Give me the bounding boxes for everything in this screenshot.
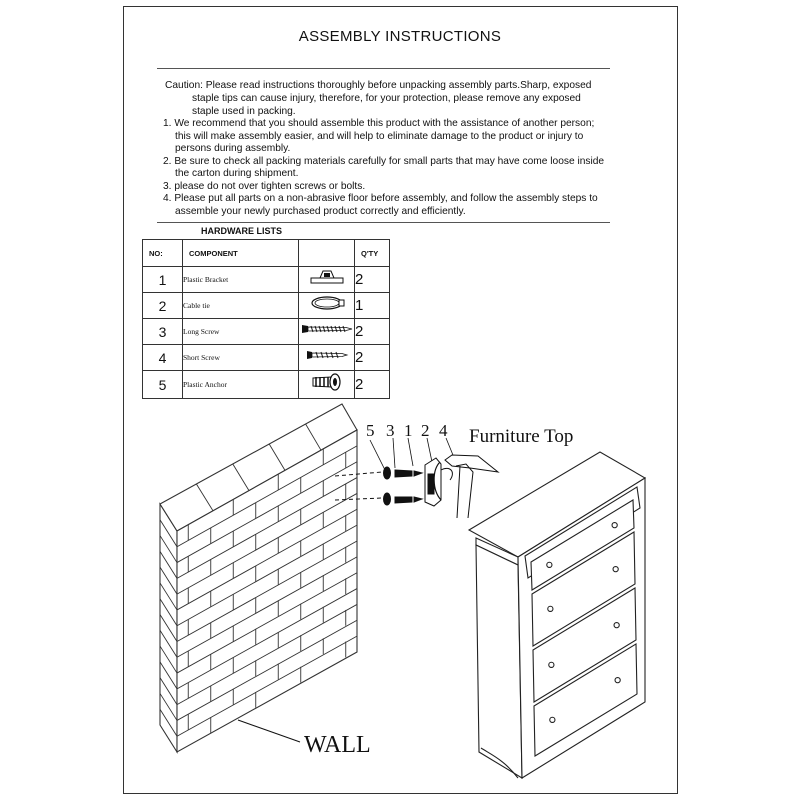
step-line: 3. please do not over tighten screws or bolts. [163,181,366,192]
component-name: Plastic Bracket [183,267,299,293]
step-line: 2. Be sure to check all packing materials carefully for small parts that may have come loose inside [163,156,605,167]
part-number: 5 [366,421,375,440]
wall-label: WALL [304,732,371,758]
quantity: 2 [355,345,390,371]
hardware-list-title: HARDWARE LISTS [201,226,282,236]
quantity: 1 [355,293,390,319]
page-title: ASSEMBLY INSTRUCTIONS [298,28,502,45]
component-name: Long Screw [183,319,299,345]
row-number: 4 [143,345,183,371]
header-qty: Q'TY [355,240,390,267]
step-line: assemble your newly purchased product correctly and efficiently. [175,206,466,217]
step-line: 1. We recommend that you should assemble this product with the assistance of another person; [163,118,595,129]
row-number: 5 [143,371,183,399]
part-number: 2 [421,421,430,440]
row-number: 1 [143,267,183,293]
wall-leader-line [238,720,300,742]
header-no: NO: [143,240,183,267]
caution-line: staple tips can cause injury, therefore, for your protection, please remove any exposed [192,93,581,104]
component-name: Plastic Anchor [183,371,299,399]
brick-wall [160,404,357,752]
component-name: Short Screw [183,345,299,371]
step-line: 4. Please put all parts on a non-abrasive floor before assembly, and follow the assembly steps to [163,193,598,204]
step-line: persons during assembly. [175,143,291,154]
header-component: COMPONENT [183,240,299,267]
furniture-top-label: Furniture Top [469,426,574,447]
quantity: 2 [355,319,390,345]
part-number-labels [366,421,448,440]
caution-line: Caution: Please read instructions thoroughly before unpacking assembly parts.Sharp, exposed [165,80,592,91]
row-number: 3 [143,319,183,345]
component-name: Cable tie [183,293,299,319]
step-line: the carton during shipment. [175,168,299,179]
anchor-hardware-exploded [335,438,498,518]
part-number: 1 [404,421,413,440]
caution-line: staple used in packing. [192,106,296,117]
quantity: 2 [355,371,390,399]
row-number: 2 [143,293,183,319]
part-number: 3 [386,421,395,440]
part-number: 4 [439,421,448,440]
chest-of-drawers [469,452,645,778]
quantity: 2 [355,267,390,293]
step-line: this will make assembly easier, and will help to eliminate damage to the product or injury to [175,131,584,142]
